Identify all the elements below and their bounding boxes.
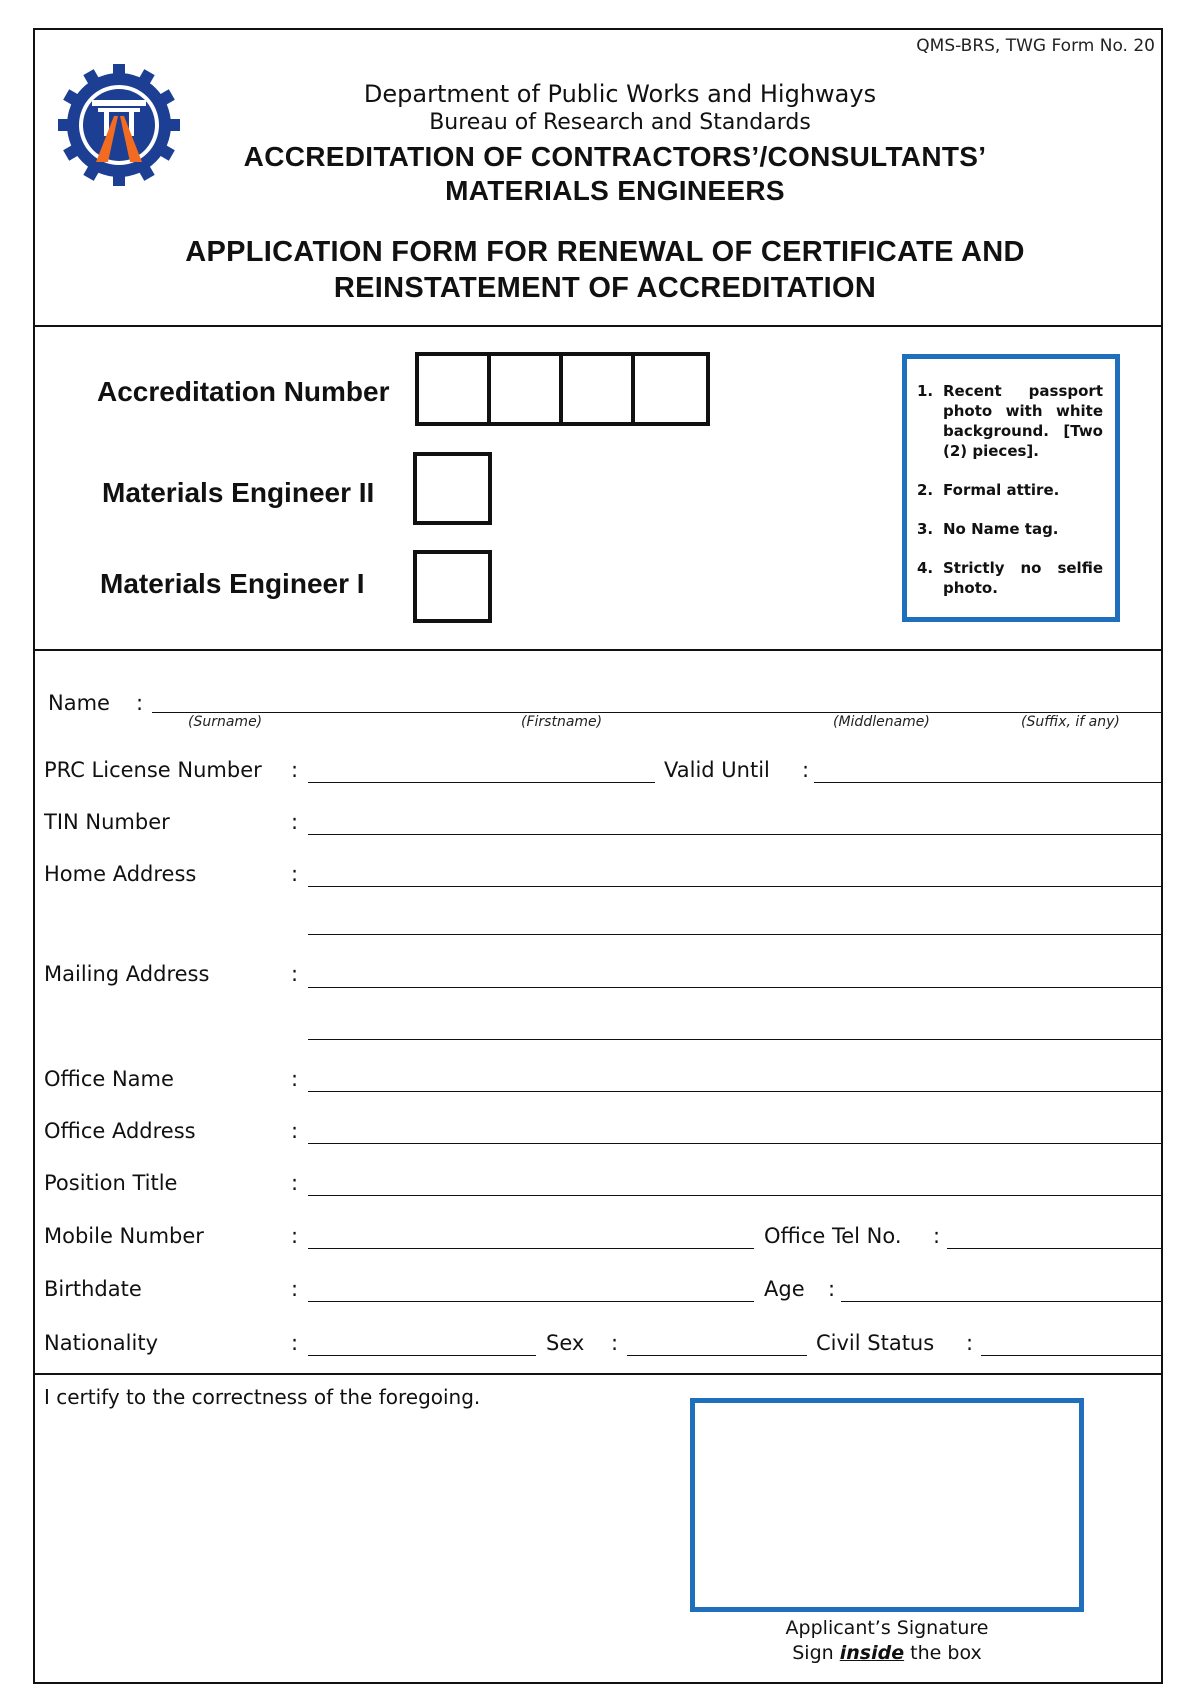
civil-status-field[interactable]: [981, 1355, 1163, 1356]
mobile-number-colon: :: [291, 1224, 299, 1248]
accreditation-title: ACCREDITATION OF CONTRACTORS’/CONSULTANTS’ MATERIALS ENGINEERS: [243, 141, 987, 206]
office-name-label: Office Name: [44, 1067, 174, 1091]
prc-colon: :: [291, 758, 299, 782]
birthdate-label: Birthdate: [44, 1277, 142, 1301]
photo-requirements-list: [917, 381, 1103, 598]
home-address-field-line-1[interactable]: [308, 886, 1163, 887]
sex-field[interactable]: [627, 1355, 807, 1356]
mailing-address-label: Mailing Address: [44, 962, 210, 986]
materials-engineer-1-checkbox[interactable]: [413, 550, 492, 623]
materials-engineer-1-label: Materials Engineer I: [100, 568, 365, 599]
nationality-label: Nationality: [44, 1331, 159, 1355]
bureau-name: Bureau of Research and Standards: [429, 110, 811, 135]
list-item: 2. Formal attire.: [917, 481, 1060, 499]
materials-engineer-2-label: Materials Engineer II: [102, 477, 375, 508]
office-name-colon: :: [291, 1067, 299, 1091]
list-item: 3. No Name tag.: [917, 520, 1059, 538]
list-item: 4. Strictly no selfie photo.: [917, 559, 1103, 597]
home-address-label: Home Address: [44, 862, 197, 886]
middlename-hint: (Middlename): [833, 714, 930, 730]
mailing-address-field-line-2[interactable]: [308, 1039, 1163, 1040]
nationality-field[interactable]: [308, 1355, 536, 1356]
mailing-address-field-line-1[interactable]: [308, 987, 1163, 988]
office-tel-field[interactable]: [947, 1248, 1163, 1249]
age-colon: :: [828, 1277, 836, 1301]
civil-status-colon: :: [966, 1331, 974, 1355]
birthdate-field[interactable]: [308, 1301, 754, 1302]
sex-colon: :: [611, 1331, 619, 1355]
tin-colon: :: [291, 810, 299, 834]
prc-license-label: PRC License Number: [44, 758, 262, 782]
civil-status-label: Civil Status: [816, 1331, 935, 1355]
signature-box[interactable]: [690, 1398, 1084, 1612]
form-number: QMS-BRS, TWG Form No. 20: [916, 36, 1155, 56]
home-address-field-line-2[interactable]: [308, 934, 1163, 935]
header-divider: [33, 325, 1163, 327]
valid-until-field[interactable]: [814, 782, 1163, 783]
mobile-number-label: Mobile Number: [44, 1224, 204, 1248]
position-title-field[interactable]: [308, 1195, 1163, 1196]
surname-hint: (Surname): [188, 714, 263, 730]
photo-requirements-box: [902, 354, 1120, 622]
office-tel-label: Office Tel No.: [764, 1224, 902, 1248]
home-address-colon: :: [291, 862, 299, 886]
age-field[interactable]: [841, 1301, 1163, 1302]
mobile-number-field[interactable]: [308, 1248, 754, 1249]
tin-number-label: TIN Number: [44, 810, 170, 834]
office-address-colon: :: [291, 1119, 299, 1143]
office-address-label: Office Address: [44, 1119, 196, 1143]
valid-until-colon: :: [802, 758, 810, 782]
valid-until-label: Valid Until: [664, 758, 770, 782]
sex-label: Sex: [546, 1331, 585, 1355]
tin-number-field[interactable]: [308, 834, 1163, 835]
firstname-hint: (Firstname): [521, 714, 603, 730]
signature-label: Applicant’s Signature: [785, 1617, 989, 1639]
accreditation-digit-box-2[interactable]: [487, 352, 563, 426]
prc-license-field[interactable]: [308, 782, 655, 783]
accreditation-digit-box-1[interactable]: [415, 352, 491, 426]
inside-emphasis: inside: [839, 1642, 905, 1664]
suffix-hint: (Suffix, if any): [1021, 714, 1120, 730]
age-label: Age: [764, 1277, 805, 1301]
mailing-address-colon: :: [291, 962, 299, 986]
office-name-field[interactable]: [308, 1091, 1163, 1092]
classification-divider: [33, 649, 1163, 651]
application-title: APPLICATION FORM FOR RENEWAL OF CERTIFICATE AND REINSTATEMENT OF ACCREDITATION: [185, 236, 1025, 304]
accreditation-digit-box-3[interactable]: [559, 352, 635, 426]
office-tel-colon: :: [933, 1224, 941, 1248]
department-name: Department of Public Works and Highways: [363, 80, 877, 108]
position-title-label: Position Title: [44, 1171, 178, 1195]
nationality-colon: :: [291, 1331, 299, 1355]
name-colon: :: [136, 691, 144, 715]
office-address-field[interactable]: [308, 1143, 1163, 1144]
accreditation-digit-box-4[interactable]: [631, 352, 710, 426]
fields-divider: [33, 1373, 1163, 1375]
signature-instruction: Sign inside the box: [792, 1642, 982, 1664]
accreditation-number-label: Accreditation Number: [97, 376, 390, 407]
birthdate-colon: :: [291, 1277, 299, 1301]
position-title-colon: :: [291, 1171, 299, 1195]
list-item: 1. Recent passport photo with white background. [Two (2) pieces].: [917, 382, 1103, 460]
materials-engineer-2-checkbox[interactable]: [413, 452, 492, 525]
certification-statement: I certify to the correctness of the foregoing.: [44, 1385, 481, 1409]
name-label: Name: [48, 691, 110, 715]
name-field[interactable]: [152, 712, 1163, 713]
